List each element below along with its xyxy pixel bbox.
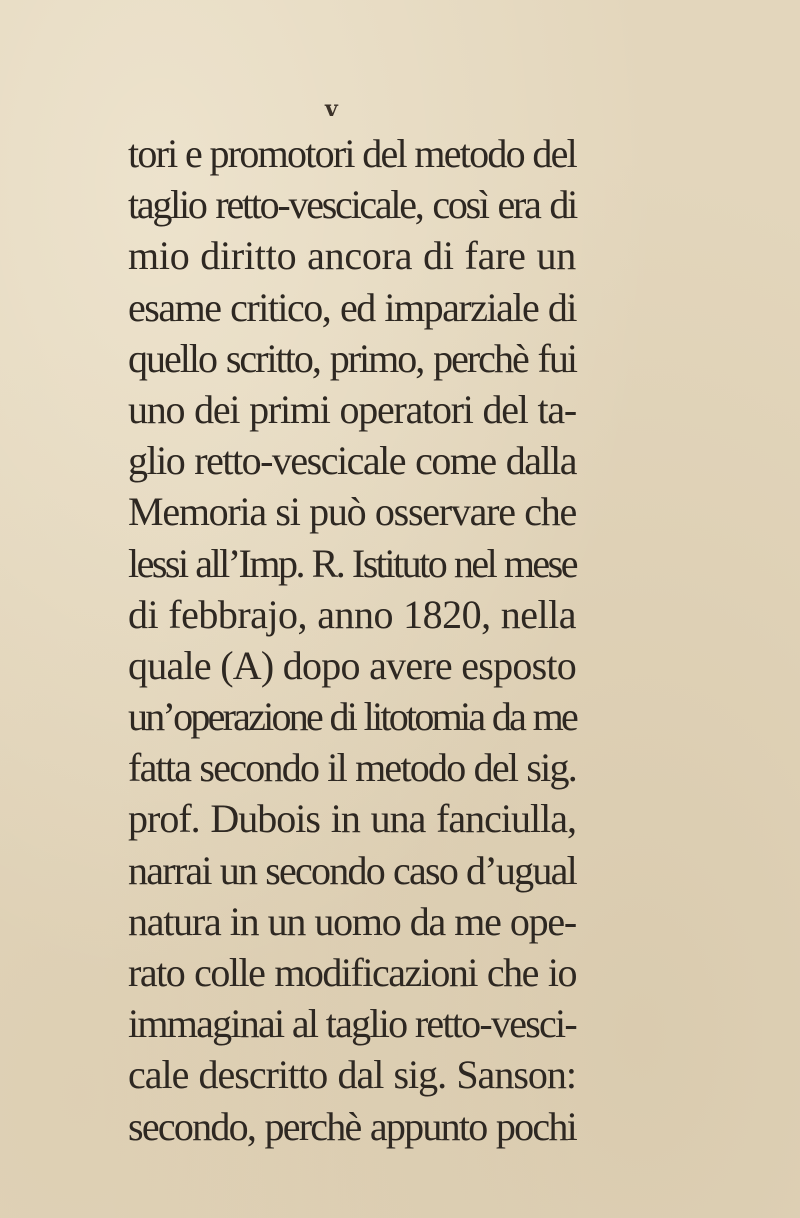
text-line: glio retto-vescicale come dalla <box>128 438 576 484</box>
text-line: Memoria si può osservare che <box>128 489 576 535</box>
text-line: cale descritto dal sig. Sanson: <box>128 1052 576 1098</box>
text-line: prof. Dubois in una fanciulla, <box>128 796 576 842</box>
body-text <box>128 128 576 1152</box>
signature-mark: v <box>325 96 338 122</box>
text-line: natura in un uomo da me ope- <box>128 898 576 944</box>
text-line: quello scritto, primo, perchè fui <box>128 335 576 381</box>
text-line: taglio retto-vescicale, così era di <box>128 182 576 228</box>
text-line: immaginai al taglio retto-vesci- <box>128 1001 576 1047</box>
text-line: tori e promotori del metodo del <box>128 131 576 176</box>
text-line: secondo, perchè appunto pochi <box>128 1103 576 1149</box>
text-line: uno dei primi operatori del ta- <box>128 386 576 432</box>
text-line: quale (A) dopo avere esposto <box>128 642 576 688</box>
text-line: di febbrajo, anno 1820, nella <box>128 591 576 637</box>
text-line: narrai un secondo caso d’ugual <box>128 847 576 893</box>
text-line: mio diritto ancora di fare un <box>128 233 576 279</box>
text-line: un’operazione di litotomia da me <box>128 694 576 740</box>
text-line: lessi all’Imp. R. Istituto nel mese <box>128 540 576 586</box>
text-line: esame critico, ed imparziale di <box>128 284 576 330</box>
text-line: fatta secondo il metodo del sig. <box>128 745 576 791</box>
text-line: rato colle modificazioni che io <box>128 950 576 995</box>
